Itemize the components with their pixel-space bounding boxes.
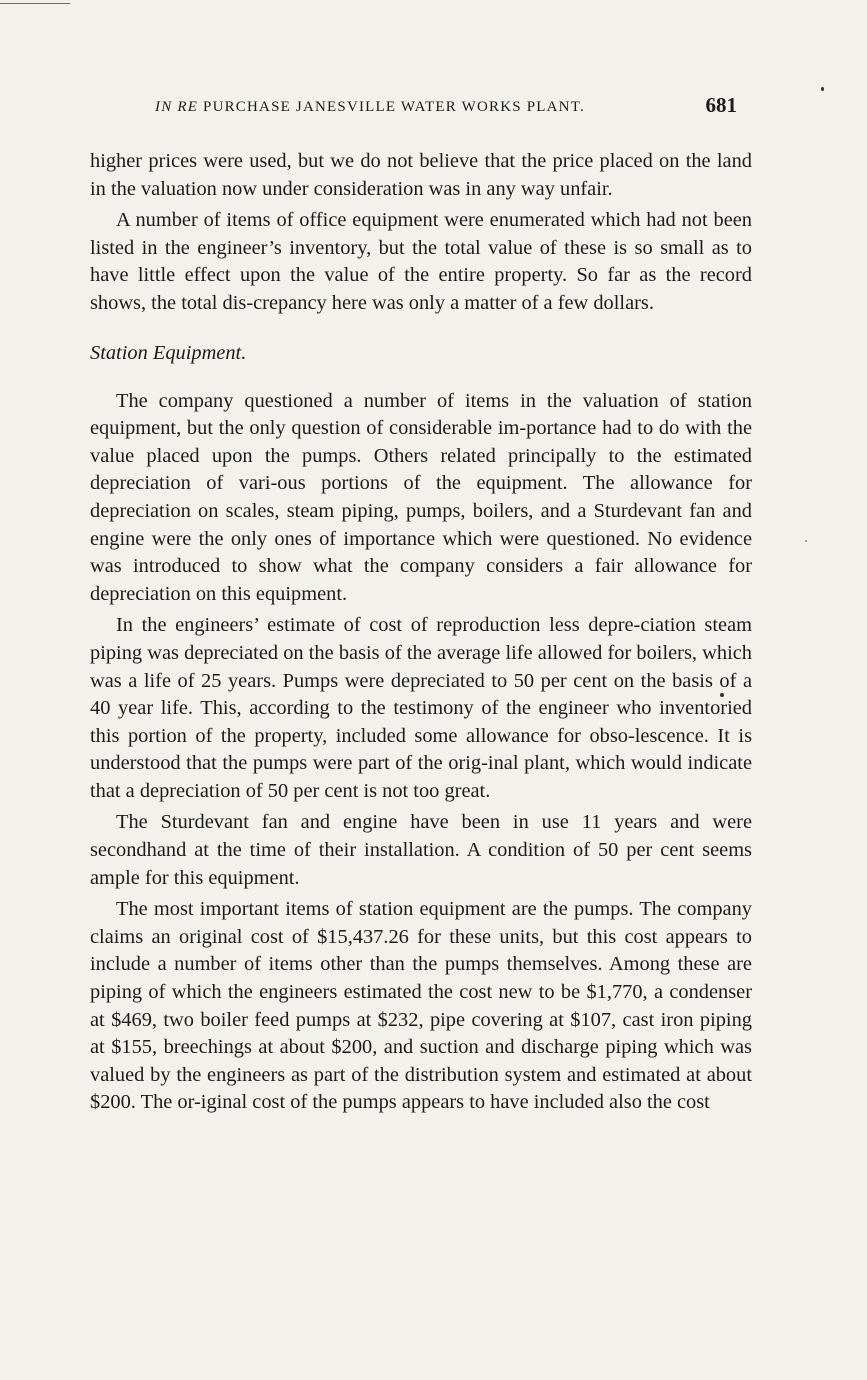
paragraph: A number of items of office equipment were enumerated which had not been listed in the engineer’s inventory, but the total value of these is so small as to have little effect upon the value of the entire property. So far as the record shows, the total dis-crepancy here was only a matter of a few dollars.	[90, 209, 752, 314]
paragraph: The company questioned a number of items in the valuation of station equipment, but the only question of considerable im-portance had to do with the value placed upon the pumps. Others related principally to the estimated depreciation of vari-ous portions of the equipment. The allowance for depreciation on scales, steam piping, pumps, boilers, and a Sturdevant fan and engine were the only ones of importance which were questioned. No evidence was introduced to show what the company considers a fair allowance for depreciation on this equipment.	[90, 389, 752, 605]
running-head-title	[155, 99, 585, 116]
paragraph-continued: higher prices were used, but we do not believe that the price placed on the land in the valuation now under consideration was in any way unfair.	[90, 150, 752, 200]
paragraph: The most important items of station equipment are the pumps. The company claims an original cost of $15,437.26 for these units, but this cost appears to include a number of items other than the pumps themselves. Among these are piping of which the engineers estimated the cost new to be $1,770, a condenser at $469, two boiler feed pumps at $232, pipe covering at $107, cast iron piping at $155, breechings at about $200, and suction and discharge piping which was valued by the engineers as part of the distribution system and estimated at about $200. The or-iginal cost of the pumps appears to have included also the cost	[90, 898, 752, 1114]
print-speck	[821, 87, 824, 91]
body-text	[90, 148, 752, 1117]
top-edge-rule	[0, 3, 70, 4]
running-head-title-rest: PURCHASE JANESVILLE WATER WORKS PLANT.	[203, 99, 585, 115]
page-number: 681	[705, 93, 737, 117]
paragraph: In the engineers’ estimate of cost of reproduction less depre-ciation steam piping was depreciated on the basis of the average life allowed for boilers, which was a life of 25 years. Pumps were depreciated to 50 per cent on the basis of a 40 year life. This, according to the testimony of the engineer who inventoried this portion of the property, included some allowance for obso-lescence. It is understood that the pumps were part of the orig-inal plant, which would indicate that a depreciation of 50 per cent is not too great.	[90, 614, 752, 802]
section-heading: Station Equipment.	[90, 341, 247, 364]
print-speck	[805, 540, 807, 542]
running-head	[155, 92, 745, 122]
running-head-title-italic: IN RE	[155, 99, 199, 115]
paragraph: The Sturdevant fan and engine have been in use 11 years and were secondhand at the time of their installation. A condition of 50 per cent seems ample for this equipment.	[90, 811, 752, 889]
